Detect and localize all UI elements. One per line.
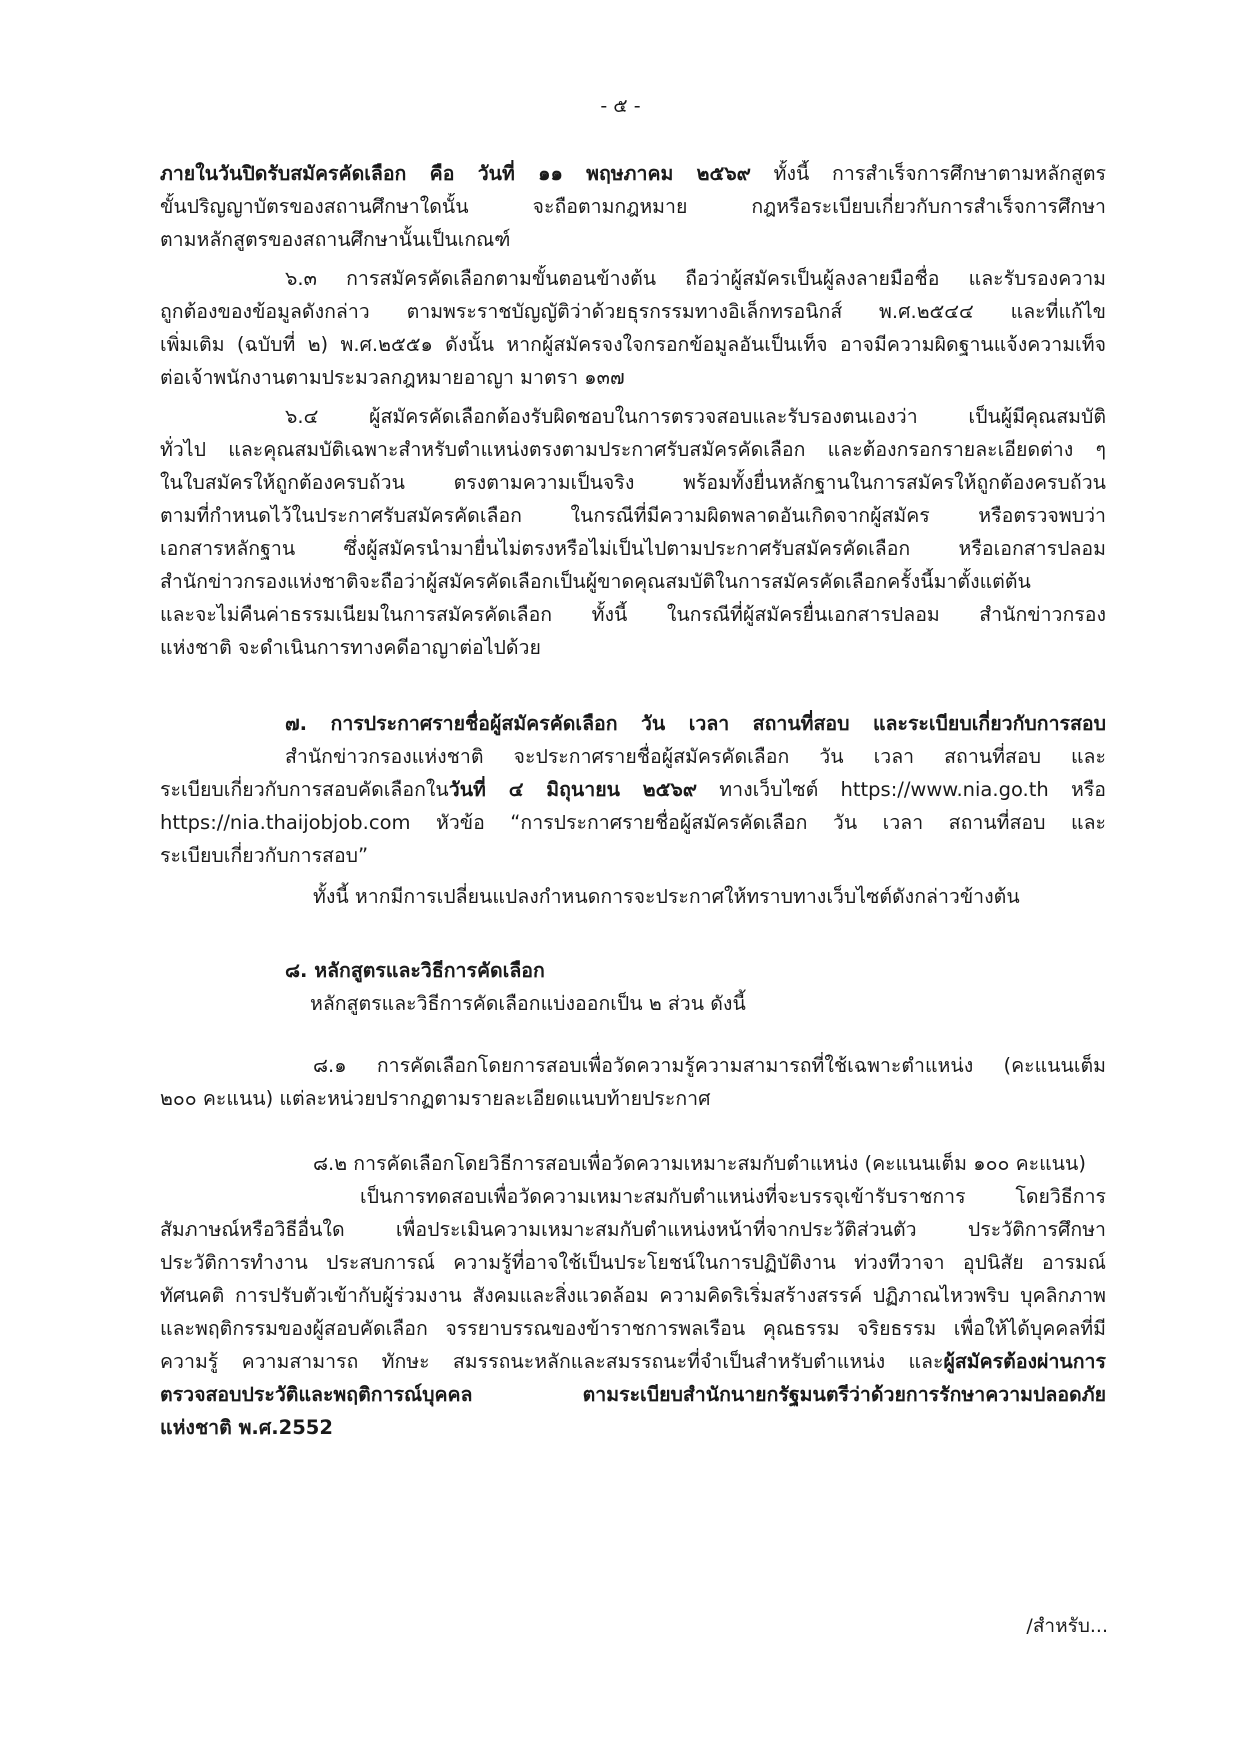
text-line [160, 364, 625, 392]
text-run: เป็นการทดสอบเพื่อวัดความเหมาะสมกับตำแหน่งที่จะบรรจุเข้ารับราชการ โดยวิธีการ [360, 1185, 1106, 1208]
text-run: หลักสูตรและวิธีการคัดเลือกแบ่งออกเป็น ๒ ส่วน ดังนี้ [310, 992, 746, 1015]
text-run: ตามหลักสูตรของสถานศึกษานั้นเป็นเกณฑ์ [160, 228, 511, 251]
text-run: ในใบสมัครให้ถูกต้องครบถ้วน ตรงตามความเป็นจริง พร้อมทั้งยื่นหลักฐานในการสมัครให้ถูกต้องครบถ้วน [160, 471, 1106, 494]
text-run: ๖.๔ ผู้สมัครคัดเลือกต้องรับผิดชอบในการตรวจสอบและรับรองตนเองว่า เป็นผู้มีคุณสมบัติ [285, 405, 1106, 428]
text-line [285, 710, 1106, 738]
text-run: ระเบียบเกี่ยวกับการสอบคัดเลือกใน [160, 778, 449, 801]
text-run: ระเบียบเกี่ยวกับการสอบ” [160, 844, 369, 867]
text-line [285, 957, 545, 985]
text-line [160, 1249, 1106, 1277]
text-run: ๘.๑ การคัดเลือกโดยการสอบเพื่อวัดความรู้ความสามารถที่ใช้เฉพาะตำแหน่ง (คะแนนเต็ม [313, 1054, 1106, 1077]
text-line [160, 634, 541, 662]
text-run: ตามที่กำหนดไว้ในประกาศรับสมัครคัดเลือก ในกรณีที่มีความผิดพลาดอันเกิดจากผู้สมัคร หรือตรวจพบว่า [160, 504, 1106, 527]
text-run: ๒๐๐ คะแนน) แต่ละหน่วยปรากฏตามรายละเอียดแนบท้ายประกาศ [160, 1087, 711, 1110]
text-line [360, 1183, 1106, 1211]
text-line [160, 809, 1106, 837]
text-run: ความรู้ ความสามารถ ทักษะ สมรรถนะหลักและสมรรถนะที่จำเป็นสำหรับตำแหน่ง และ [160, 1350, 944, 1373]
bold-text: ๗. การประกาศรายชื่อผู้สมัครคัดเลือก วัน เวลา สถานที่สอบ และระเบียบเกี่ยวกับการสอบ [285, 712, 1106, 735]
text-run: สัมภาษณ์หรือวิธีอื่นใด เพื่อประเมินความเหมาะสมกับตำแหน่งหน้าที่จากประวัติส่วนตัว ประวัติการศึกษา [160, 1218, 1106, 1241]
text-line [160, 160, 1106, 188]
text-run: ทั้งนี้ หากมีการเปลี่ยนแปลงกำหนดการจะประกาศให้ทราบทางเว็บไซต์ดังกล่าวข้างต้น [313, 885, 1020, 908]
text-run: ๘.๒ การคัดเลือกโดยวิธีการสอบเพื่อวัดความเหมาะสมกับตำแหน่ง (คะแนนเต็ม ๑๐๐ คะแนน) [313, 1152, 1086, 1175]
text-line [160, 1085, 711, 1113]
text-line [160, 1381, 1106, 1409]
text-run: ทั้งนี้ การสำเร็จการศึกษาตามหลักสูตร [750, 162, 1106, 185]
text-line [313, 883, 1020, 911]
text-line [160, 1282, 1106, 1310]
text-run: สำนักข่าวกรองแห่งชาติจะถือว่าผู้สมัครคัดเลือกเป็นผู้ขาดคุณสมบัติในการสมัครคัดเลือกครั้งนี้มาตั้งแต่ต้น [160, 570, 1031, 593]
text-run: ต่อเจ้าพนักงานตามประมวลกฎหมายอาญา มาตรา ๑๓๗ [160, 366, 625, 389]
bold-text: ตรวจสอบประวัติและพฤติการณ์บุคคล ตามระเบียบสำนักนายกรัฐมนตรีว่าด้วยการรักษาความปลอดภัย [160, 1383, 1106, 1406]
text-line [160, 535, 1106, 563]
text-run: เพิ่มเติม (ฉบับที่ ๒) พ.ศ.๒๕๕๑ ดังนั้น หากผู้สมัครจงใจกรอกข้อมูลอันเป็นเท็จ อาจมีความผิดฐานแจ้งความเท็จ [160, 333, 1106, 356]
text-line [160, 776, 1106, 804]
text-line [310, 990, 746, 1018]
bold-text: ๘. หลักสูตรและวิธีการคัดเลือก [285, 959, 545, 982]
text-line [160, 568, 1106, 596]
text-line [160, 436, 1106, 464]
text-line [160, 1216, 1106, 1244]
bold-text: แห่งชาติ พ.ศ.2552 [160, 1416, 333, 1439]
text-run: ทางเว็บไซต์ https://www.nia.go.th หรือ [697, 778, 1106, 801]
text-line [285, 403, 1106, 431]
text-line [313, 1150, 1086, 1178]
text-line [160, 1414, 333, 1442]
text-run: เอกสารหลักฐาน ซึ่งผู้สมัครนำมายื่นไม่ตรงหรือไม่เป็นไปตามประกาศรับสมัครคัดเลือก หรือเอกสารปลอม [160, 537, 1106, 560]
text-line [313, 1052, 1106, 1080]
text-run: https://nia.thaijobjob.com หัวข้อ “การประกาศรายชื่อผู้สมัครคัดเลือก วัน เวลา สถานที่สอบ และ [160, 811, 1106, 834]
text-line [160, 226, 510, 254]
text-run: สำนักข่าวกรองแห่งชาติ จะประกาศรายชื่อผู้สมัครคัดเลือก วัน เวลา สถานที่สอบ และ [285, 745, 1106, 768]
bold-text: วันที่ ๔ มิถุนายน ๒๕๖๙ [448, 778, 698, 801]
continuation-marker: /สำหรับ... [1026, 1615, 1108, 1637]
text-line [160, 842, 368, 870]
text-run: ประวัติการทำงาน ประสบการณ์ ความรู้ที่อาจใช้เป็นประโยชน์ในการปฏิบัติงาน ท่วงทีวาจา อุปนิสัย อารมณ์ [160, 1251, 1106, 1274]
text-run: ถูกต้องของข้อมูลดังกล่าว ตามพระราชบัญญัติว่าด้วยธุรกรรมทางอิเล็กทรอนิกส์ พ.ศ.๒๕๔๔ และที่แก้ไข [160, 300, 1106, 323]
text-run: ทั่วไป และคุณสมบัติเฉพาะสำหรับตำแหน่งตรงตามประกาศรับสมัครคัดเลือก และต้องกรอกรายละเอียดต่าง ๆ [160, 438, 1106, 461]
text-line [160, 193, 1106, 221]
text-run: และพฤติกรรมของผู้สอบคัดเลือก จรรยาบรรณของข้าราชการพลเรือน คุณธรรม จริยธรรม เพื่อให้ได้บุคคลที่มี [160, 1317, 1106, 1340]
text-line [160, 502, 1106, 530]
text-line [285, 743, 1106, 771]
text-line [160, 1315, 1106, 1343]
bold-text: ภายในวันปิดรับสมัครคัดเลือก คือ วันที่ ๑๑ พฤษภาคม ๒๕๖๙ [160, 162, 751, 185]
text-run: ทัศนคติ การปรับตัวเข้ากับผู้ร่วมงาน สังคมและสิ่งแวดล้อม ความคิดริเริ่มสร้างสรรค์ ปฏิภาณไหวพริบ บุคลิกภาพ [160, 1284, 1106, 1307]
text-run: ขั้นปริญญาบัตรของสถานศึกษาใดนั้น จะถือตามกฎหมาย กฎหรือระเบียบเกี่ยวกับการสำเร็จการศึกษา [160, 195, 1106, 218]
text-run: และจะไม่คืนค่าธรรมเนียมในการสมัครคัดเลือก ทั้งนี้ ในกรณีที่ผู้สมัครยื่นเอกสารปลอม สำนักข่าวกรอง [160, 603, 1106, 626]
text-run: แห่งชาติ จะดำเนินการทางคดีอาญาต่อไปด้วย [160, 636, 541, 659]
text-line [160, 331, 1106, 359]
text-line [160, 1348, 1106, 1376]
text-run: ๖.๓ การสมัครคัดเลือกตามขั้นตอนข้างต้น ถือว่าผู้สมัครเป็นผู้ลงลายมือชื่อ และรับรองความ [285, 267, 1106, 290]
text-line [160, 469, 1106, 497]
bold-text: ผู้สมัครต้องผ่านการ [943, 1350, 1106, 1373]
text-line [160, 298, 1106, 326]
text-line [285, 265, 1106, 293]
page-number: - ๕ - [600, 95, 641, 117]
text-line [160, 601, 1106, 629]
